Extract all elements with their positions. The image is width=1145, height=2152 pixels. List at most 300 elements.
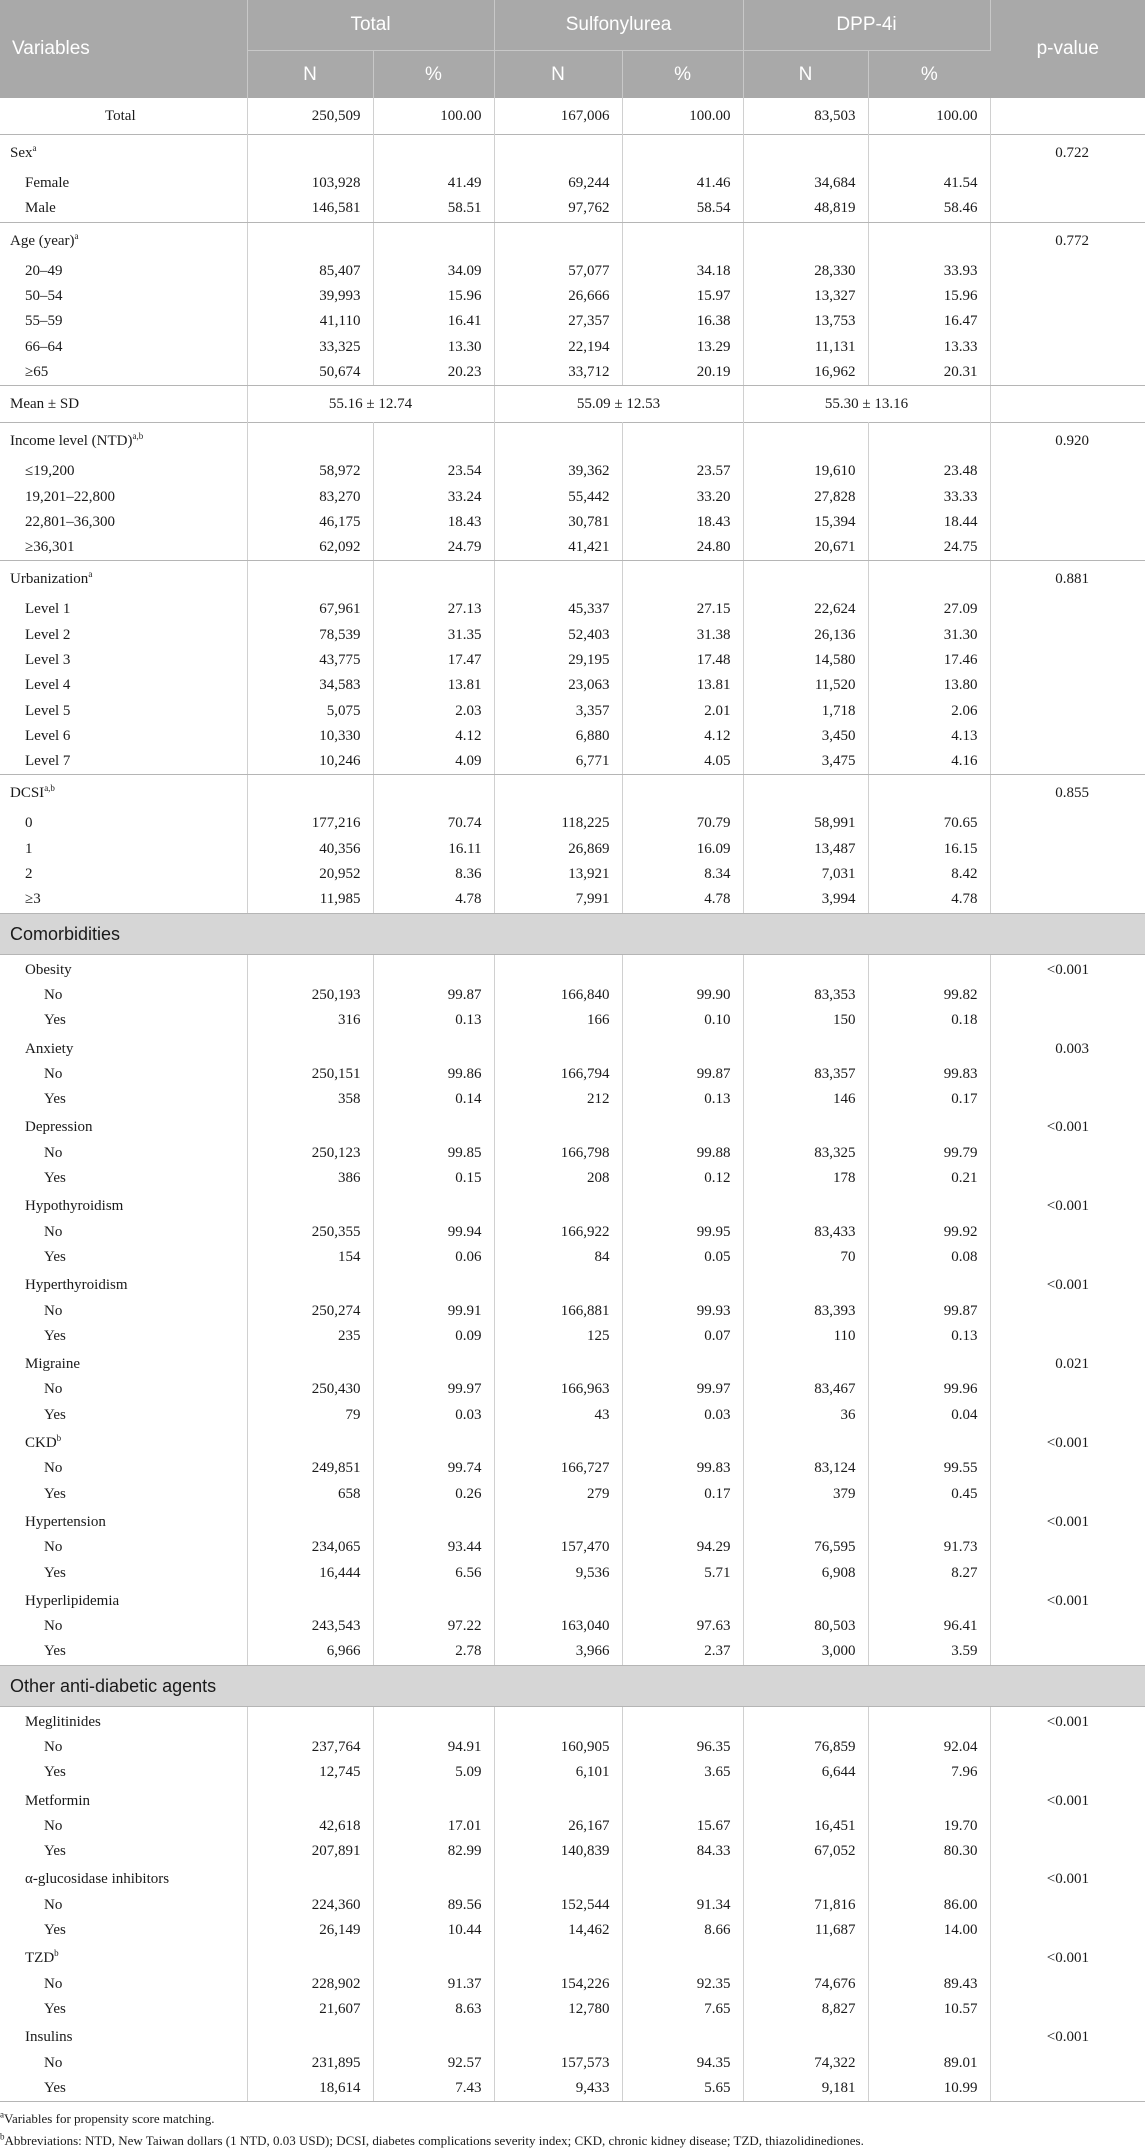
row-label-text: Depression: [25, 1119, 93, 1136]
empty-cell: [494, 222, 622, 259]
empty-cell: [743, 1785, 868, 1813]
row-label-text: TZD: [25, 1950, 55, 1967]
empty-cell: [622, 1706, 743, 1735]
row-label: [0, 459, 247, 484]
empty-cell: [494, 423, 622, 460]
p-value-cell: [990, 1481, 1145, 1506]
cell-dpp4i-pct: 80.30: [868, 1839, 990, 1864]
cell-dpp4i-pct: 10.99: [868, 2076, 990, 2102]
empty-cell: [622, 1785, 743, 1813]
footnote: [0, 2130, 1145, 2152]
cell-sulfonylurea-n: 33,712: [494, 360, 622, 386]
p-value-cell: [990, 749, 1145, 775]
cell-sulfonylurea-pct: 5.65: [622, 2076, 743, 2102]
mean-sd-value: 55.09 ± 12.53: [494, 386, 743, 423]
cell-sulfonylurea-pct: 4.78: [622, 887, 743, 913]
footnote-marker: b: [56, 1433, 62, 1444]
empty-cell: [743, 1428, 868, 1456]
cell-sulfonylurea-n: 57,077: [494, 259, 622, 284]
cell-sulfonylurea-n: 157,470: [494, 1535, 622, 1560]
p-value-cell: <0.001: [1046, 1277, 1090, 1294]
empty-cell: [868, 954, 990, 983]
empty-cell: [868, 1706, 990, 1735]
cell-total-pct: 23.54: [373, 459, 494, 484]
cell-dpp4i-pct: 99.87: [868, 1298, 990, 1323]
empty-cell: [247, 1785, 373, 1813]
cell-total-n: 83,270: [247, 484, 373, 509]
header-pvalue: p-value: [990, 0, 1145, 98]
cell-total-pct: 20.23: [373, 360, 494, 386]
row-label: [0, 1639, 247, 1665]
cell-dpp4i-n: 83,353: [743, 983, 868, 1008]
empty-cell: [868, 1507, 990, 1535]
cell-total-pct: 99.94: [373, 1220, 494, 1245]
cell-dpp4i-pct: 31.30: [868, 623, 990, 648]
cell-dpp4i-n: 6,644: [743, 1760, 868, 1785]
row-label: [0, 887, 247, 913]
empty-cell: [373, 1785, 494, 1813]
cell-total-n: 41,110: [247, 309, 373, 334]
table-row: [0, 1349, 1145, 1377]
cell-sulfonylurea-pct: 20.19: [622, 360, 743, 386]
cell-sulfonylurea-n: 3,966: [494, 1639, 622, 1665]
empty-cell: [868, 1033, 990, 1061]
mean-sd-value: 55.30 ± 13.16: [743, 386, 990, 423]
table-row: [0, 1839, 1145, 1864]
cell-total-n: 62,092: [247, 535, 373, 561]
table-row: [0, 1166, 1145, 1191]
empty-cell: [743, 1507, 868, 1535]
cell-total-n: 316: [247, 1008, 373, 1033]
cell-sulfonylurea-n: 23,063: [494, 673, 622, 698]
cell-dpp4i-n: 13,753: [743, 309, 868, 334]
cell-sulfonylurea-pct: 15.97: [622, 284, 743, 309]
row-label: [0, 334, 247, 359]
p-value-cell: [990, 1814, 1145, 1839]
cell-dpp4i-n: 83,467: [743, 1377, 868, 1402]
empty-cell: [868, 1112, 990, 1140]
cell-total-pct: 17.47: [373, 648, 494, 673]
cell-total-n: 10,330: [247, 724, 373, 749]
empty-cell: [494, 561, 622, 598]
empty-cell: [868, 1191, 990, 1219]
row-label-text: Male: [25, 200, 56, 217]
cell-dpp4i-pct: 99.55: [868, 1456, 990, 1481]
cell-dpp4i-pct: 13.80: [868, 673, 990, 698]
cell-dpp4i-n: 70: [743, 1245, 868, 1270]
cell-dpp4i-pct: 14.00: [868, 1918, 990, 1943]
cell-sulfonylurea-pct: 0.03: [622, 1403, 743, 1428]
p-value-cell: 0.003: [1055, 1040, 1090, 1057]
empty-cell: [743, 561, 868, 598]
table-row: [0, 1428, 1145, 1456]
empty-cell: [494, 2022, 622, 2050]
header-variables: Variables: [0, 0, 247, 98]
cell-sulfonylurea-pct: 4.05: [622, 749, 743, 775]
cell-total-pct: 0.06: [373, 1245, 494, 1270]
row-label-text: ≥3: [25, 891, 41, 908]
p-value-cell: [990, 510, 1145, 535]
row-label: [0, 98, 247, 135]
empty-cell: [743, 1864, 868, 1892]
p-value-cell: 0.722: [990, 135, 1145, 172]
cell-sulfonylurea-pct: 99.88: [622, 1141, 743, 1166]
cell-total-n: 358: [247, 1087, 373, 1112]
cell-total-pct: 41.49: [373, 171, 494, 196]
cell-total-pct: 89.56: [373, 1893, 494, 1918]
cell-sulfonylurea-n: 3,357: [494, 698, 622, 723]
row-label-text: Yes: [44, 1564, 66, 1581]
empty-cell: [622, 1191, 743, 1219]
header-pct-total: %: [373, 51, 494, 99]
empty-cell: [622, 1943, 743, 1971]
empty-cell: [373, 2022, 494, 2050]
table-row: [0, 171, 1145, 196]
cell-total-pct: 99.97: [373, 1377, 494, 1402]
row-label-text: 22,801–36,300: [25, 513, 115, 530]
cell-dpp4i-n: 83,393: [743, 1298, 868, 1323]
row-label-text: Level 1: [25, 601, 71, 618]
cell-total-pct: 7.43: [373, 2076, 494, 2102]
cell-total-n: 146,581: [247, 196, 373, 222]
cell-dpp4i-pct: 8.42: [868, 862, 990, 887]
p-value-cell: <0.001: [1046, 1513, 1090, 1530]
cell-sulfonylurea-n: 43: [494, 1403, 622, 1428]
cell-sulfonylurea-pct: 41.46: [622, 171, 743, 196]
row-label: [0, 862, 247, 887]
footnote-marker: b: [54, 1948, 59, 1959]
cell-sulfonylurea-n: 167,006: [494, 98, 622, 135]
table-row: [0, 1918, 1145, 1943]
cell-sulfonylurea-pct: 0.13: [622, 1087, 743, 1112]
row-label: [0, 1166, 247, 1191]
cell-dpp4i-n: 74,676: [743, 1972, 868, 1997]
table-row: [0, 749, 1145, 775]
cell-sulfonylurea-n: 22,194: [494, 334, 622, 359]
empty-cell: [373, 1112, 494, 1140]
p-value-cell: <0.001: [1046, 1950, 1090, 1967]
row-label-text: Yes: [44, 1764, 66, 1781]
cell-dpp4i-n: 16,451: [743, 1814, 868, 1839]
cell-dpp4i-pct: 99.79: [868, 1141, 990, 1166]
cell-sulfonylurea-n: 125: [494, 1324, 622, 1349]
table-row: [0, 1814, 1145, 1839]
row-label: [0, 360, 247, 386]
table-row: [0, 1760, 1145, 1785]
cell-total-n: 67,961: [247, 597, 373, 622]
cell-total-n: 85,407: [247, 259, 373, 284]
cell-dpp4i-n: 16,962: [743, 360, 868, 386]
row-label: [0, 1033, 247, 1061]
empty-cell: [247, 1270, 373, 1298]
cell-total-n: 20,952: [247, 862, 373, 887]
empty-cell: [494, 1112, 622, 1140]
p-value-cell: [990, 2076, 1145, 2102]
cell-total-pct: 99.85: [373, 1141, 494, 1166]
row-label-text: ≥36,301: [25, 539, 75, 556]
table-row: [0, 1639, 1145, 1665]
cell-total-pct: 6.56: [373, 1560, 494, 1585]
empty-cell: [622, 423, 743, 460]
section-row: [0, 913, 1145, 954]
row-label: [0, 811, 247, 836]
row-label: [0, 749, 247, 775]
row-label-text: 19,201–22,800: [25, 488, 115, 505]
row-label-text: Hypertension: [25, 1513, 106, 1530]
row-label-text: Yes: [44, 1843, 66, 1860]
row-label: [0, 1324, 247, 1349]
row-label-text: Total: [105, 108, 136, 124]
cell-sulfonylurea-n: 6,880: [494, 724, 622, 749]
cell-sulfonylurea-n: 97,762: [494, 196, 622, 222]
row-label-text: Meglitinides: [25, 1713, 101, 1730]
cell-dpp4i-n: 7,031: [743, 862, 868, 887]
row-label: [0, 135, 247, 172]
cell-dpp4i-n: 6,908: [743, 1560, 868, 1585]
p-value-cell: [990, 1141, 1145, 1166]
row-label: [0, 1270, 247, 1298]
cell-total-n: 103,928: [247, 171, 373, 196]
table-row: [0, 1456, 1145, 1481]
empty-cell: [494, 1349, 622, 1377]
p-value-cell: [990, 1062, 1145, 1087]
p-value-cell: [990, 1298, 1145, 1323]
cell-dpp4i-n: 20,671: [743, 535, 868, 561]
cell-total-n: 154: [247, 1245, 373, 1270]
p-value-cell: [990, 1614, 1145, 1639]
row-label: [0, 561, 247, 598]
empty-cell: [622, 1112, 743, 1140]
table-row: [0, 1586, 1145, 1614]
empty-cell: [868, 1270, 990, 1298]
p-value-cell: [990, 1560, 1145, 1585]
row-label-text: No: [44, 1223, 63, 1240]
table-row: [0, 1298, 1145, 1323]
cell-total-pct: 15.96: [373, 284, 494, 309]
cell-sulfonylurea-n: 6,771: [494, 749, 622, 775]
p-value-cell: [990, 698, 1145, 723]
cell-total-n: 34,583: [247, 673, 373, 698]
row-label-text: Sex: [10, 145, 33, 161]
row-label: [0, 1428, 247, 1456]
row-label: [0, 954, 247, 983]
cell-total-pct: 100.00: [373, 98, 494, 135]
cell-dpp4i-pct: 23.48: [868, 459, 990, 484]
cell-sulfonylurea-n: 41,421: [494, 535, 622, 561]
row-label: [0, 284, 247, 309]
table-header: [0, 0, 1145, 98]
empty-cell: [373, 1033, 494, 1061]
row-label-text: Anxiety: [25, 1040, 74, 1057]
empty-cell: [247, 561, 373, 598]
table-row: [0, 1008, 1145, 1033]
cell-sulfonylurea-n: 69,244: [494, 171, 622, 196]
cell-total-pct: 99.74: [373, 1456, 494, 1481]
cell-sulfonylurea-pct: 100.00: [622, 98, 743, 135]
row-label: [0, 2022, 247, 2050]
empty-cell: [373, 954, 494, 983]
row-label: [0, 1893, 247, 1918]
cell-total-pct: 0.09: [373, 1324, 494, 1349]
cell-total-n: 39,993: [247, 284, 373, 309]
cell-dpp4i-pct: 41.54: [868, 171, 990, 196]
row-label-text: Hypothyroidism: [25, 1198, 124, 1215]
row-label-text: No: [44, 1144, 63, 1161]
row-label-text: Level 6: [25, 727, 71, 744]
cell-sulfonylurea-n: 9,536: [494, 1560, 622, 1585]
cell-sulfonylurea-n: 166,922: [494, 1220, 622, 1245]
cell-total-pct: 99.91: [373, 1298, 494, 1323]
cell-sulfonylurea-n: 166,840: [494, 983, 622, 1008]
p-value-cell: [990, 1220, 1145, 1245]
cell-total-pct: 70.74: [373, 811, 494, 836]
empty-cell: [373, 561, 494, 598]
cell-sulfonylurea-n: 140,839: [494, 1839, 622, 1864]
cell-sulfonylurea-n: 160,905: [494, 1735, 622, 1760]
table-row: [0, 623, 1145, 648]
cell-sulfonylurea-n: 55,442: [494, 484, 622, 509]
row-label: [0, 673, 247, 698]
row-label-text: Migraine: [25, 1356, 80, 1373]
table-row: [0, 1245, 1145, 1270]
row-label: [0, 1298, 247, 1323]
table-row: [0, 1943, 1145, 1971]
p-value-cell: [990, 1893, 1145, 1918]
cell-sulfonylurea-n: 26,167: [494, 1814, 622, 1839]
cell-dpp4i-pct: 0.17: [868, 1087, 990, 1112]
cell-dpp4i-pct: 99.83: [868, 1062, 990, 1087]
cell-dpp4i-pct: 91.73: [868, 1535, 990, 1560]
cell-total-n: 21,607: [247, 1997, 373, 2022]
cell-total-n: 26,149: [247, 1918, 373, 1943]
cell-dpp4i-n: 379: [743, 1481, 868, 1506]
empty-cell: [622, 1349, 743, 1377]
empty-cell: [743, 1586, 868, 1614]
row-label-text: No: [44, 1381, 63, 1398]
cell-total-pct: 17.01: [373, 1814, 494, 1839]
footnotes: [0, 2108, 1145, 2152]
cell-sulfonylurea-pct: 99.97: [622, 1377, 743, 1402]
row-label: [0, 1141, 247, 1166]
row-label-text: 50–54: [25, 288, 63, 305]
cell-sulfonylurea-pct: 58.54: [622, 196, 743, 222]
empty-cell: [868, 1864, 990, 1892]
cell-total-n: 11,985: [247, 887, 373, 913]
empty-cell: [494, 775, 622, 812]
row-label: [0, 2050, 247, 2075]
empty-cell: [868, 2022, 990, 2050]
cell-dpp4i-pct: 99.82: [868, 983, 990, 1008]
cell-sulfonylurea-pct: 99.93: [622, 1298, 743, 1323]
row-label-text: Yes: [44, 1643, 66, 1660]
row-label-text: Yes: [44, 2000, 66, 2017]
cell-dpp4i-n: 83,124: [743, 1456, 868, 1481]
cell-dpp4i-n: 83,325: [743, 1141, 868, 1166]
cell-sulfonylurea-n: 29,195: [494, 648, 622, 673]
empty-cell: [868, 1349, 990, 1377]
cell-total-n: 5,075: [247, 698, 373, 723]
cell-total-n: 43,775: [247, 648, 373, 673]
table-row: [0, 459, 1145, 484]
cell-sulfonylurea-n: 39,362: [494, 459, 622, 484]
cell-dpp4i-pct: 24.75: [868, 535, 990, 561]
cell-total-pct: 8.63: [373, 1997, 494, 2022]
row-label-text: Urbanization: [10, 571, 89, 588]
empty-cell: [373, 1706, 494, 1735]
empty-cell: [743, 1191, 868, 1219]
row-label-text: 2: [25, 866, 33, 883]
cell-dpp4i-pct: 0.21: [868, 1166, 990, 1191]
table-row: [0, 1535, 1145, 1560]
row-label: [0, 1481, 247, 1506]
p-value-cell: [990, 171, 1145, 196]
row-label-text: 20–49: [25, 262, 63, 279]
table-row: [0, 1324, 1145, 1349]
cell-dpp4i-pct: 16.47: [868, 309, 990, 334]
cell-dpp4i-pct: 0.04: [868, 1403, 990, 1428]
empty-cell: [373, 1943, 494, 1971]
header-group-dpp4i: DPP-4i: [743, 0, 990, 51]
header-pct-sulfonylurea: %: [622, 51, 743, 99]
row-label: [0, 1972, 247, 1997]
p-value-cell: 0.855: [990, 775, 1145, 812]
cell-total-n: 250,509: [247, 98, 373, 135]
empty-cell: [247, 1349, 373, 1377]
p-value-cell: [990, 1639, 1145, 1665]
cell-sulfonylurea-n: 152,544: [494, 1893, 622, 1918]
table-row: [0, 334, 1145, 359]
row-label-text: Yes: [44, 1327, 66, 1344]
cell-dpp4i-pct: 58.46: [868, 196, 990, 222]
empty-cell: [247, 775, 373, 812]
mean-sd-value: 55.16 ± 12.74: [247, 386, 494, 423]
table-row: [0, 360, 1145, 386]
cell-dpp4i-pct: 10.57: [868, 1997, 990, 2022]
empty-cell: [494, 135, 622, 172]
table-row: [0, 862, 1145, 887]
empty-cell: [373, 1428, 494, 1456]
cell-sulfonylurea-pct: 16.38: [622, 309, 743, 334]
row-label-text: Metformin: [25, 1792, 90, 1809]
table-row: [0, 1220, 1145, 1245]
row-label-text: Mean ± SD: [10, 396, 80, 413]
footnote-marker: b: [0, 2131, 5, 2142]
empty-cell: [868, 135, 990, 172]
cell-total-pct: 0.14: [373, 1087, 494, 1112]
table-row: [0, 1062, 1145, 1087]
cell-sulfonylurea-n: 7,991: [494, 887, 622, 913]
row-label: [0, 1864, 247, 1892]
cell-dpp4i-pct: 0.45: [868, 1481, 990, 1506]
cell-dpp4i-pct: 16.15: [868, 837, 990, 862]
row-label: [0, 484, 247, 509]
p-value-cell: [990, 983, 1145, 1008]
cell-dpp4i-pct: 4.78: [868, 887, 990, 913]
cell-dpp4i-pct: 7.96: [868, 1760, 990, 1785]
row-label: [0, 1349, 247, 1377]
row-label: [0, 423, 247, 460]
cell-total-n: 231,895: [247, 2050, 373, 2075]
p-value-cell: [990, 386, 1145, 423]
row-label-text: No: [44, 1738, 63, 1755]
cell-sulfonylurea-pct: 31.38: [622, 623, 743, 648]
cell-total-pct: 0.03: [373, 1403, 494, 1428]
empty-cell: [743, 1112, 868, 1140]
cell-total-pct: 8.36: [373, 862, 494, 887]
table-row: [0, 1507, 1145, 1535]
cell-sulfonylurea-pct: 8.34: [622, 862, 743, 887]
empty-cell: [247, 1428, 373, 1456]
